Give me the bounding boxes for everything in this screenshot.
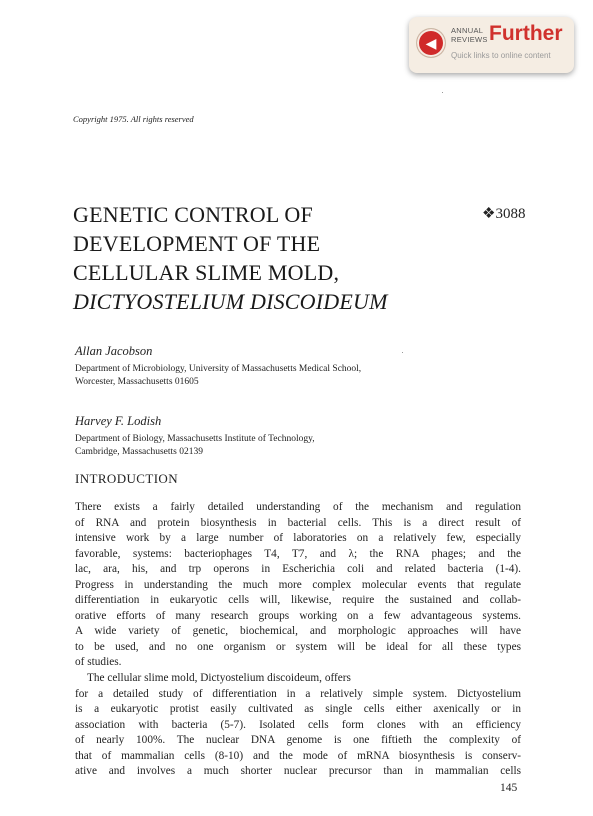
body-line: differentiation in eukaryotic cells will, likewise, require the sustained and collab- xyxy=(75,594,521,607)
body-line: favorable, systems: bacteriophages T4, T7, and λ; the RNA phages; and the xyxy=(75,547,521,560)
banner-annual-label: ANNUAL xyxy=(451,26,484,35)
banner-subtitle[interactable]: Quick links to online content xyxy=(451,51,551,60)
affiliation-line: Cambridge, Massachusetts 02139 xyxy=(75,447,203,457)
body-line: The cellular slime mold, Dictyostelium discoideum, offers xyxy=(87,672,351,685)
affiliation-line: Department of Microbiology, University of Massachusetts Medical School, xyxy=(75,364,362,374)
page-number: 145 xyxy=(500,782,518,794)
body-paragraphs xyxy=(75,500,521,780)
body-line: of studies. xyxy=(75,656,122,669)
section-heading: INTRODUCTION xyxy=(75,471,179,486)
body-line: A wide variety of genetic, biochemical, and morphologic approaches will have xyxy=(75,625,521,638)
scan-speck xyxy=(402,352,403,353)
affiliation-line: Worcester, Massachusetts 01605 xyxy=(75,377,199,387)
body-line: to be used, and no one organism or system will be ideal for all these types xyxy=(75,640,521,653)
title-line: DEVELOPMENT OF THE xyxy=(73,231,321,256)
copyright-notice: Copyright 1975. All rights reserved xyxy=(73,114,194,124)
article-title xyxy=(73,200,433,316)
body-line: is a eukaryotic protist easily cultivated as single cells either axenically or in xyxy=(75,703,521,716)
author-name: Allan Jacobson xyxy=(75,344,153,358)
back-arrow-icon[interactable]: ◀ xyxy=(417,29,445,57)
author-affiliation xyxy=(75,363,361,389)
body-line: lac, ara, his, and trp operons in Escherichia coli and related bacteria (1-4). xyxy=(75,563,521,576)
scan-speck xyxy=(442,92,443,93)
body-line: Progress in understanding the much more complex molecular events that regulate xyxy=(75,578,521,591)
banner-further-label[interactable]: Further xyxy=(489,22,563,45)
title-line: GENETIC CONTROL OF xyxy=(73,202,313,227)
author-name: Harvey F. Lodish xyxy=(75,414,162,428)
body-line: of RNA and protein biosynthesis in bacterial cells. This is a direct result of xyxy=(75,516,521,529)
author-affiliation xyxy=(75,433,315,459)
body-line: intensive work by a large number of laboratories on a relatively few, especially xyxy=(75,532,521,545)
body-line: that of mammalian cells (8-10) and the mode of mRNA biosynthesis is conserv- xyxy=(75,749,521,762)
body-line: association with bacteria (5-7). Isolated cells form clones with an efficiency xyxy=(75,718,521,731)
affiliation-line: Department of Biology, Massachusetts Institute of Technology, xyxy=(75,434,315,444)
body-line: for a detailed study of differentiation in a relatively simple system. Dictyostelium xyxy=(75,687,521,700)
further-links-banner[interactable] xyxy=(409,17,574,73)
title-line: DICTYOSTELIUM DISCOIDEUM xyxy=(73,289,388,314)
article-code: ❖3088 xyxy=(482,206,526,222)
title-line: CELLULAR SLIME MOLD, xyxy=(73,260,340,285)
body-line: of nearly 100%. The nuclear DNA genome is one fiftieth the complexity of xyxy=(75,734,521,747)
body-line: ative and involves a much shorter nuclear precursor than in mammalian cells xyxy=(75,765,521,778)
body-line: There exists a fairly detailed understanding of the mechanism and regulation xyxy=(75,501,521,513)
banner-reviews-label: REVIEWS xyxy=(451,35,488,44)
body-line: orative efforts of many research groups working on a few advantageous systems. xyxy=(75,609,521,622)
